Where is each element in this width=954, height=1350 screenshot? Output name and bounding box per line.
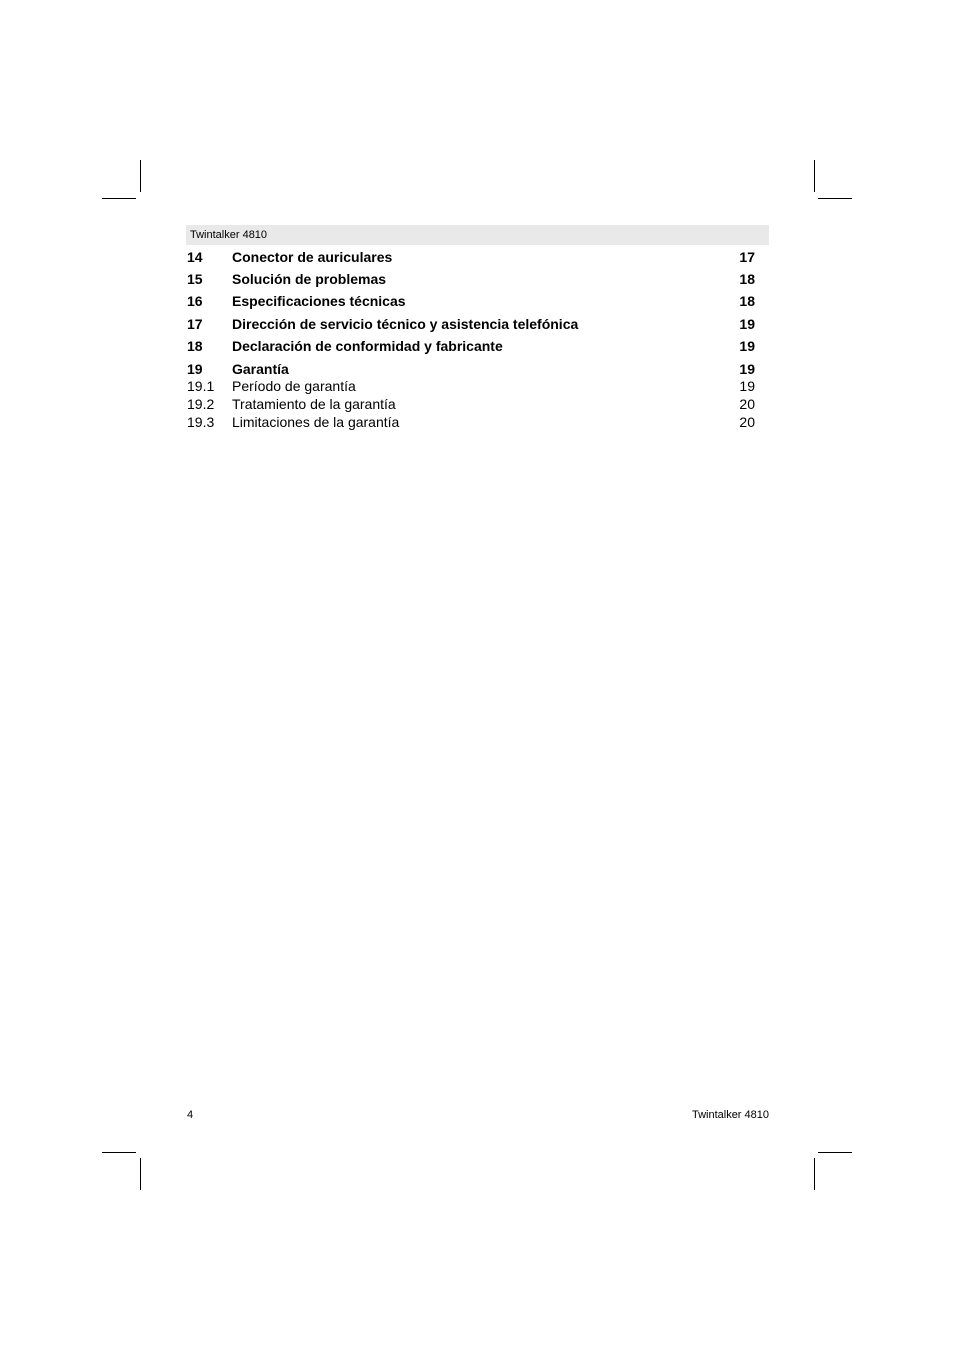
toc-entry-number: 14 <box>187 249 203 265</box>
footer-page-number: 4 <box>187 1109 194 1121</box>
toc-entry-number: 19 <box>187 361 203 377</box>
crop-mark-bottom-right-horizontal <box>818 1152 852 1153</box>
header-title: Twintalker 4810 <box>190 229 268 241</box>
toc-entry-title: Especificaciones técnicas <box>232 293 406 309</box>
toc-entry-number: 19.2 <box>187 396 215 412</box>
toc-entry-page: 18 <box>739 271 755 287</box>
toc-entry-page: 19 <box>739 316 755 332</box>
toc-entry-title: Limitaciones de la garantía <box>232 414 400 430</box>
crop-mark-top-right-horizontal <box>818 198 852 199</box>
toc-entry-title: Conector de auriculares <box>232 249 393 265</box>
toc-entry-number: 19.1 <box>187 378 215 394</box>
toc-entry-page: 20 <box>739 414 755 430</box>
toc-entry-page: 20 <box>739 396 755 412</box>
toc-entry-number: 17 <box>187 316 203 332</box>
toc-entry-title: Garantía <box>232 361 289 377</box>
crop-mark-bottom-left-vertical <box>140 1158 141 1190</box>
footer-title: Twintalker 4810 <box>691 1109 769 1121</box>
toc-subentry[interactable] <box>187 395 755 413</box>
toc-entry[interactable] <box>187 292 755 310</box>
toc-entry-number: 15 <box>187 271 203 287</box>
crop-mark-top-right-vertical <box>814 160 815 192</box>
toc-subentry[interactable] <box>187 377 755 395</box>
toc-entry-title: Dirección de servicio técnico y asistencia telefónica <box>232 316 579 332</box>
toc-entry-number: 18 <box>187 338 203 354</box>
toc-entry-title: Período de garantía <box>232 378 356 394</box>
toc-entry-page: 19 <box>739 378 755 394</box>
toc-entry-page: 18 <box>739 293 755 309</box>
crop-mark-top-left-horizontal <box>102 198 136 199</box>
toc-entry[interactable] <box>187 315 755 333</box>
crop-mark-top-left-vertical <box>140 160 141 192</box>
page-header <box>186 225 769 245</box>
toc-entry[interactable] <box>187 248 755 266</box>
toc-entry-number: 19.3 <box>187 414 215 430</box>
toc-entry-title: Declaración de conformidad y fabricante <box>232 338 503 354</box>
toc-entry-title: Solución de problemas <box>232 271 387 287</box>
toc-entry[interactable] <box>187 337 755 355</box>
toc-entry-number: 16 <box>187 293 203 309</box>
toc-subentry[interactable] <box>187 413 755 431</box>
toc-entry-page: 17 <box>739 249 755 265</box>
toc-entry[interactable] <box>187 270 755 288</box>
toc-entry-page: 19 <box>739 338 755 354</box>
toc-entry-page: 19 <box>739 361 755 377</box>
crop-mark-bottom-left-horizontal <box>102 1152 136 1153</box>
crop-mark-bottom-right-vertical <box>814 1158 815 1190</box>
toc-entry[interactable] <box>187 360 755 378</box>
toc-entry-title: Tratamiento de la garantía <box>232 396 396 412</box>
